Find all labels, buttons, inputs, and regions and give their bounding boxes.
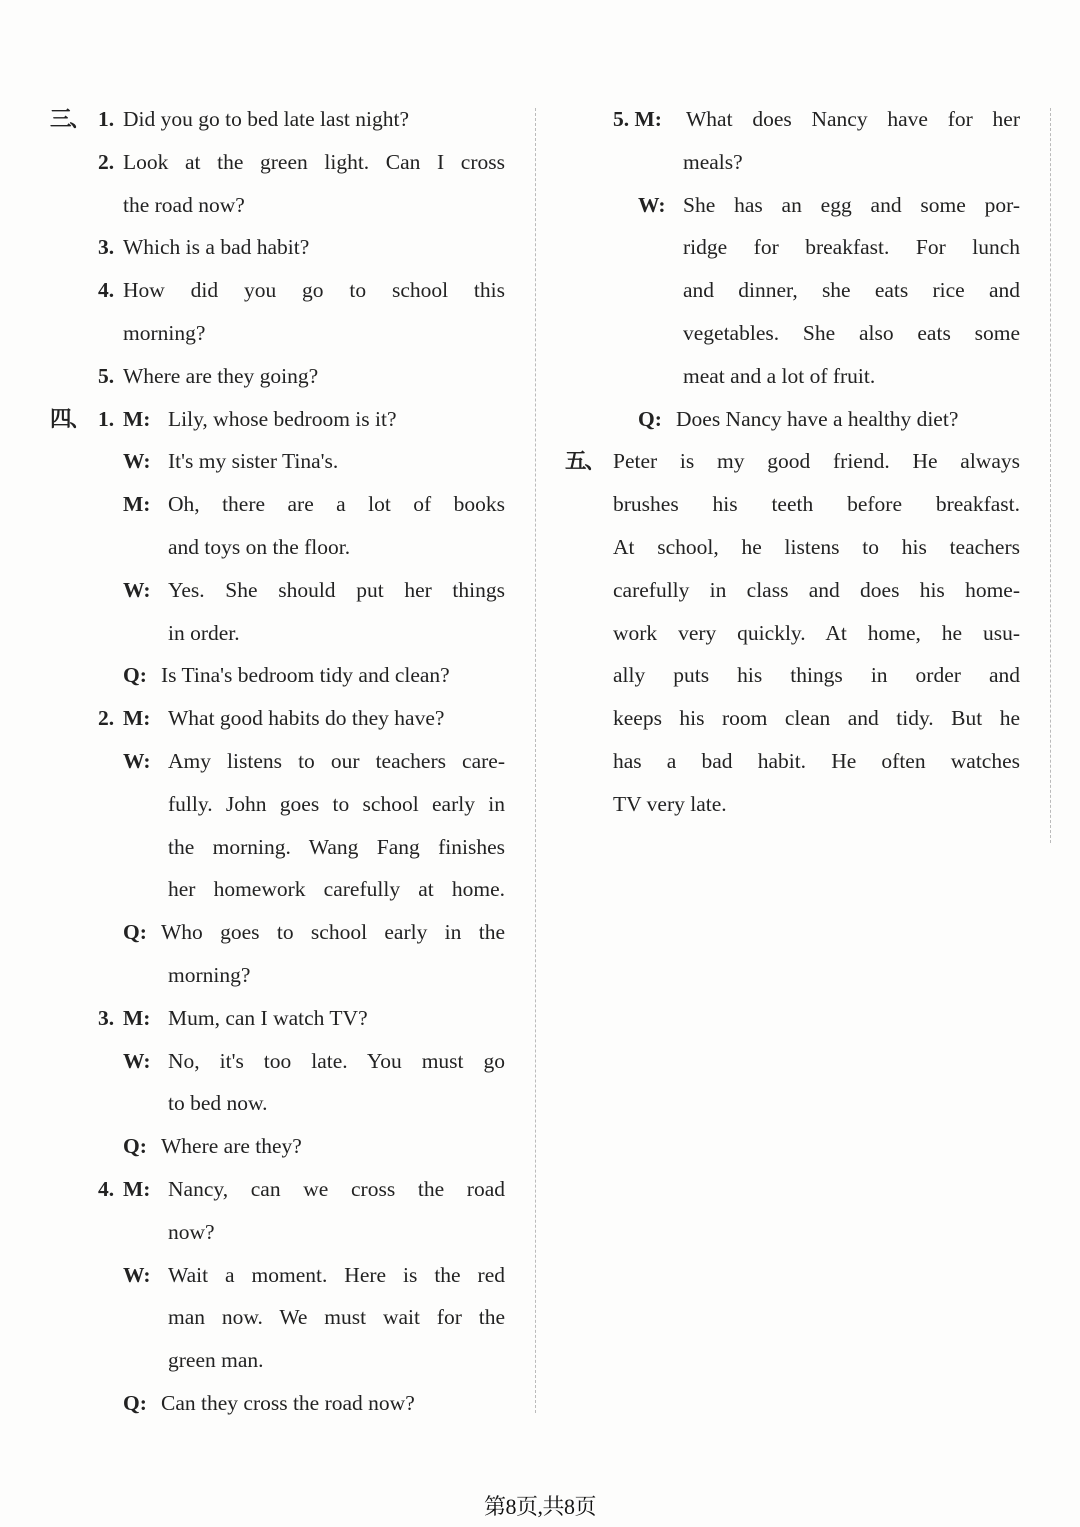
question-text: Did you go to bed late last night?: [123, 107, 410, 131]
dialogue-line: Lily, whose bedroom is it?: [168, 406, 397, 431]
dialogue-line: and toys on the floor.: [168, 534, 351, 559]
dialogue-line: meat and a lot of fruit.: [683, 363, 876, 388]
speaker-label: W:: [638, 192, 666, 217]
passage-line: carefully in class and does his home-: [613, 577, 1020, 602]
dialogue-line: Mum, can I watch TV?: [168, 1005, 368, 1030]
section-marker-5: 五、: [565, 449, 605, 474]
item-number: 1.: [98, 406, 115, 431]
right-column: [565, 98, 1020, 826]
dialogue-line: morning?: [168, 962, 251, 987]
dialogue-line: Wait a moment. Here is the red: [168, 1262, 505, 1287]
right-margin-divider: [1050, 108, 1051, 843]
speaker-label: Q:: [123, 920, 147, 945]
s3-item-2: [50, 141, 505, 184]
question-text: morning?: [123, 320, 206, 345]
dialogue-line: No, it's too late. You must go: [168, 1048, 505, 1073]
dialogue-line: Is Tina's bedroom tidy and clean?: [161, 663, 450, 688]
passage-line: At school, he listens to his teachers: [613, 534, 1020, 559]
passage-line: Peter is my good friend. He always: [613, 449, 1020, 474]
speaker-label: W:: [123, 1262, 151, 1287]
passage-line: ally puts his things in order and: [613, 663, 1020, 688]
passage-line: has a bad habit. He often watches: [613, 748, 1020, 773]
dialogue-line: in order.: [168, 620, 240, 645]
dialogue-line: Can they cross the road now?: [161, 1390, 415, 1415]
item-number: 4.: [98, 1176, 115, 1201]
passage-line: keeps his room clean and tidy. But he: [613, 706, 1020, 731]
left-column: [50, 98, 505, 1425]
dialogue-line: meals?: [683, 149, 743, 174]
question-text: How did you go to school this: [123, 278, 505, 303]
s4-item-3: [50, 997, 505, 1040]
page-footer: 第8页,共8页: [483, 1494, 596, 1519]
dialogue-line: ridge for breakfast. For lunch: [683, 235, 1020, 260]
dialogue-line: to bed now.: [168, 1091, 268, 1116]
dialogue-line: Who goes to school early in the: [161, 920, 505, 945]
speaker-label: Q:: [123, 1134, 147, 1159]
dialogue-line: the morning. Wang Fang finishes: [168, 834, 505, 859]
speaker-label: W:: [123, 577, 151, 602]
s3-item-3: [50, 226, 505, 269]
speaker-label: M:: [123, 1005, 151, 1030]
dialogue-line: Yes. She should put her things: [168, 577, 505, 602]
dialogue-line: man now. We must wait for the: [168, 1305, 505, 1330]
dialogue-line: She has an egg and some por-: [683, 192, 1020, 217]
s3-item-1: [50, 98, 505, 141]
dialogue-line: now?: [168, 1219, 215, 1244]
dialogue-line: fully. John goes to school early in: [168, 791, 505, 816]
speaker-label: Q:: [123, 1390, 147, 1415]
s4-item-1: [50, 398, 505, 441]
s4-item-2: [50, 697, 505, 740]
speaker-label: W:: [123, 449, 151, 474]
question-text: the road now?: [123, 192, 245, 217]
dialogue-line: her homework carefully at home.: [168, 877, 505, 902]
dialogue-line: and dinner, she eats rice and: [683, 278, 1020, 303]
passage-line: TV very late.: [613, 791, 727, 816]
column-divider: [535, 108, 536, 1413]
dialogue-line: vegetables. She also eats some: [683, 320, 1020, 345]
item-number: 4.: [98, 278, 115, 303]
dialogue-line: Oh, there are a lot of books: [168, 492, 505, 517]
dialogue-line: Nancy, can we cross the road: [168, 1176, 505, 1201]
section-marker-4: 四、: [50, 406, 90, 431]
dialogue-line: What does Nancy have for her: [686, 107, 1020, 131]
item-number: 2.: [98, 706, 115, 731]
passage-line: work very quickly. At home, he usu-: [613, 620, 1020, 645]
s3-item-4: [50, 269, 505, 312]
speaker-label: Q:: [123, 663, 147, 688]
s3-item-5: [50, 355, 505, 398]
item-number: 5. M:: [613, 107, 662, 131]
speaker-label: W:: [123, 748, 151, 773]
item-number: 5.: [98, 363, 115, 388]
item-number: 3.: [98, 1005, 115, 1030]
s4-item-5: [565, 98, 1020, 141]
dialogue-line: Amy listens to our teachers care-: [168, 748, 505, 773]
speaker-label: M:: [123, 706, 151, 731]
question-text: Look at the green light. Can I cross: [123, 149, 505, 174]
speaker-label: M:: [123, 1176, 151, 1201]
section-marker-3: 三、: [50, 107, 90, 131]
dialogue-line: It's my sister Tina's.: [168, 449, 339, 474]
speaker-label: M:: [123, 406, 151, 431]
passage-line: brushes his teeth before breakfast.: [613, 492, 1020, 517]
s4-item-4: [50, 1168, 505, 1211]
item-number: 3.: [98, 235, 115, 260]
speaker-label: M:: [123, 492, 151, 517]
speaker-label: W:: [123, 1048, 151, 1073]
s5-paragraph: [565, 440, 1020, 483]
dialogue-line: green man.: [168, 1348, 264, 1373]
dialogue-line: Where are they?: [161, 1134, 302, 1159]
question-text: Where are they going?: [123, 363, 319, 388]
item-number: 2.: [98, 149, 115, 174]
dialogue-line: Does Nancy have a healthy diet?: [676, 406, 959, 431]
item-number: 1.: [98, 107, 115, 131]
speaker-label: Q:: [638, 406, 662, 431]
dialogue-line: What good habits do they have?: [168, 706, 445, 731]
question-text: Which is a bad habit?: [123, 235, 310, 260]
